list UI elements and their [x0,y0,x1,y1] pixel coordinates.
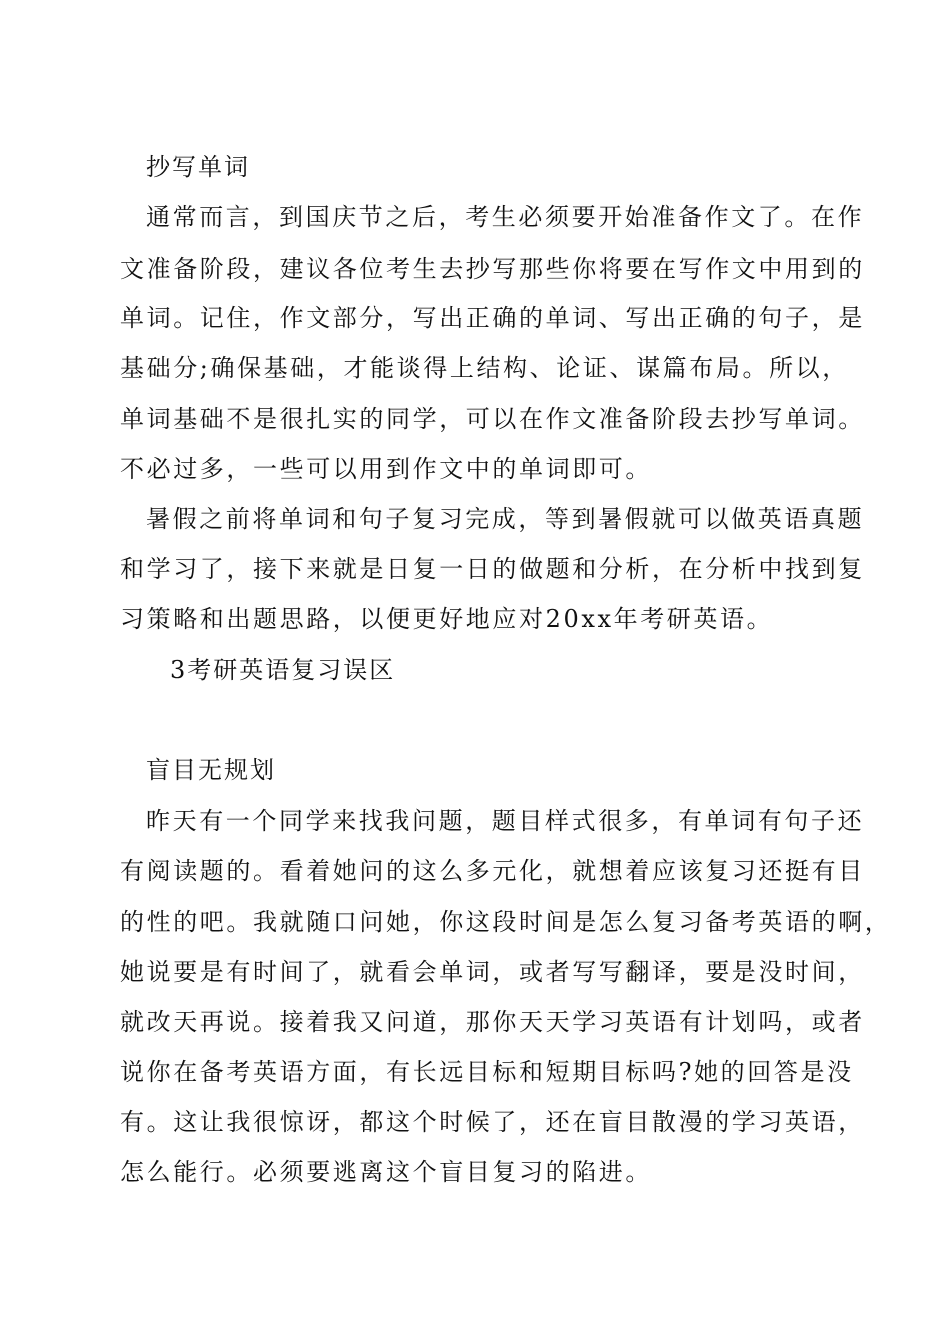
paragraph-line: 文准备阶段，建议各位考生去抄写那些你将要在写作文中用到的 [120,255,865,283]
paragraph-line: 通常而言，到国庆节之后，考生必须要开始准备作文了。在作 [146,203,865,231]
paragraph-line: 单词。记住，作文部分，写出正确的单词、写出正确的句子，是 [120,304,865,332]
paragraph-line: 单词基础不是很扎实的同学，可以在作文准备阶段去抄写单词。 [120,405,865,433]
paragraph-line: 习策略和出题思路，以便更好地应对20xx年考研英语。 [120,605,774,633]
paragraph-line: 基础分;确保基础，才能谈得上结构、论证、谋篇布局。所以， [120,354,849,382]
paragraph-line: 说你在备考英语方面，有长远目标和短期目标吗?她的回答是没 [120,1058,854,1086]
paragraph-line: 她说要是有时间了，就看会单词，或者写写翻译，要是没时间， [120,958,865,986]
paragraph-line: 暑假之前将单词和句子复习完成，等到暑假就可以做英语真题 [146,505,865,533]
paragraph-line: 不必过多，一些可以用到作文中的单词即可。 [120,455,652,483]
paragraph-line: 的性的吧。我就随口问她，你这段时间是怎么复习备考英语的啊， [120,908,892,936]
paragraph-line: 就改天再说。接着我又问道，那你天天学习英语有计划吗，或者 [120,1008,865,1036]
paragraph-line: 和学习了，接下来就是日复一日的做题和分析，在分析中找到复 [120,555,865,583]
paragraph-line: 昨天有一个同学来找我问题，题目样式很多，有单词有句子还 [146,807,865,835]
paragraph-line: 怎么能行。必须要逃离这个盲目复习的陷进。 [120,1158,652,1186]
section-heading: 抄写单词 [146,153,250,181]
paragraph-line: 有阅读题的。看着她问的这么多元化，就想着应该复习还挺有目 [120,857,865,885]
section-heading: 盲目无规划 [146,756,276,784]
section-heading: 3考研英语复习误区 [170,656,396,684]
paragraph-line: 有。这让我很惊讶，都这个时候了，还在盲目散漫的学习英语， [120,1108,865,1136]
